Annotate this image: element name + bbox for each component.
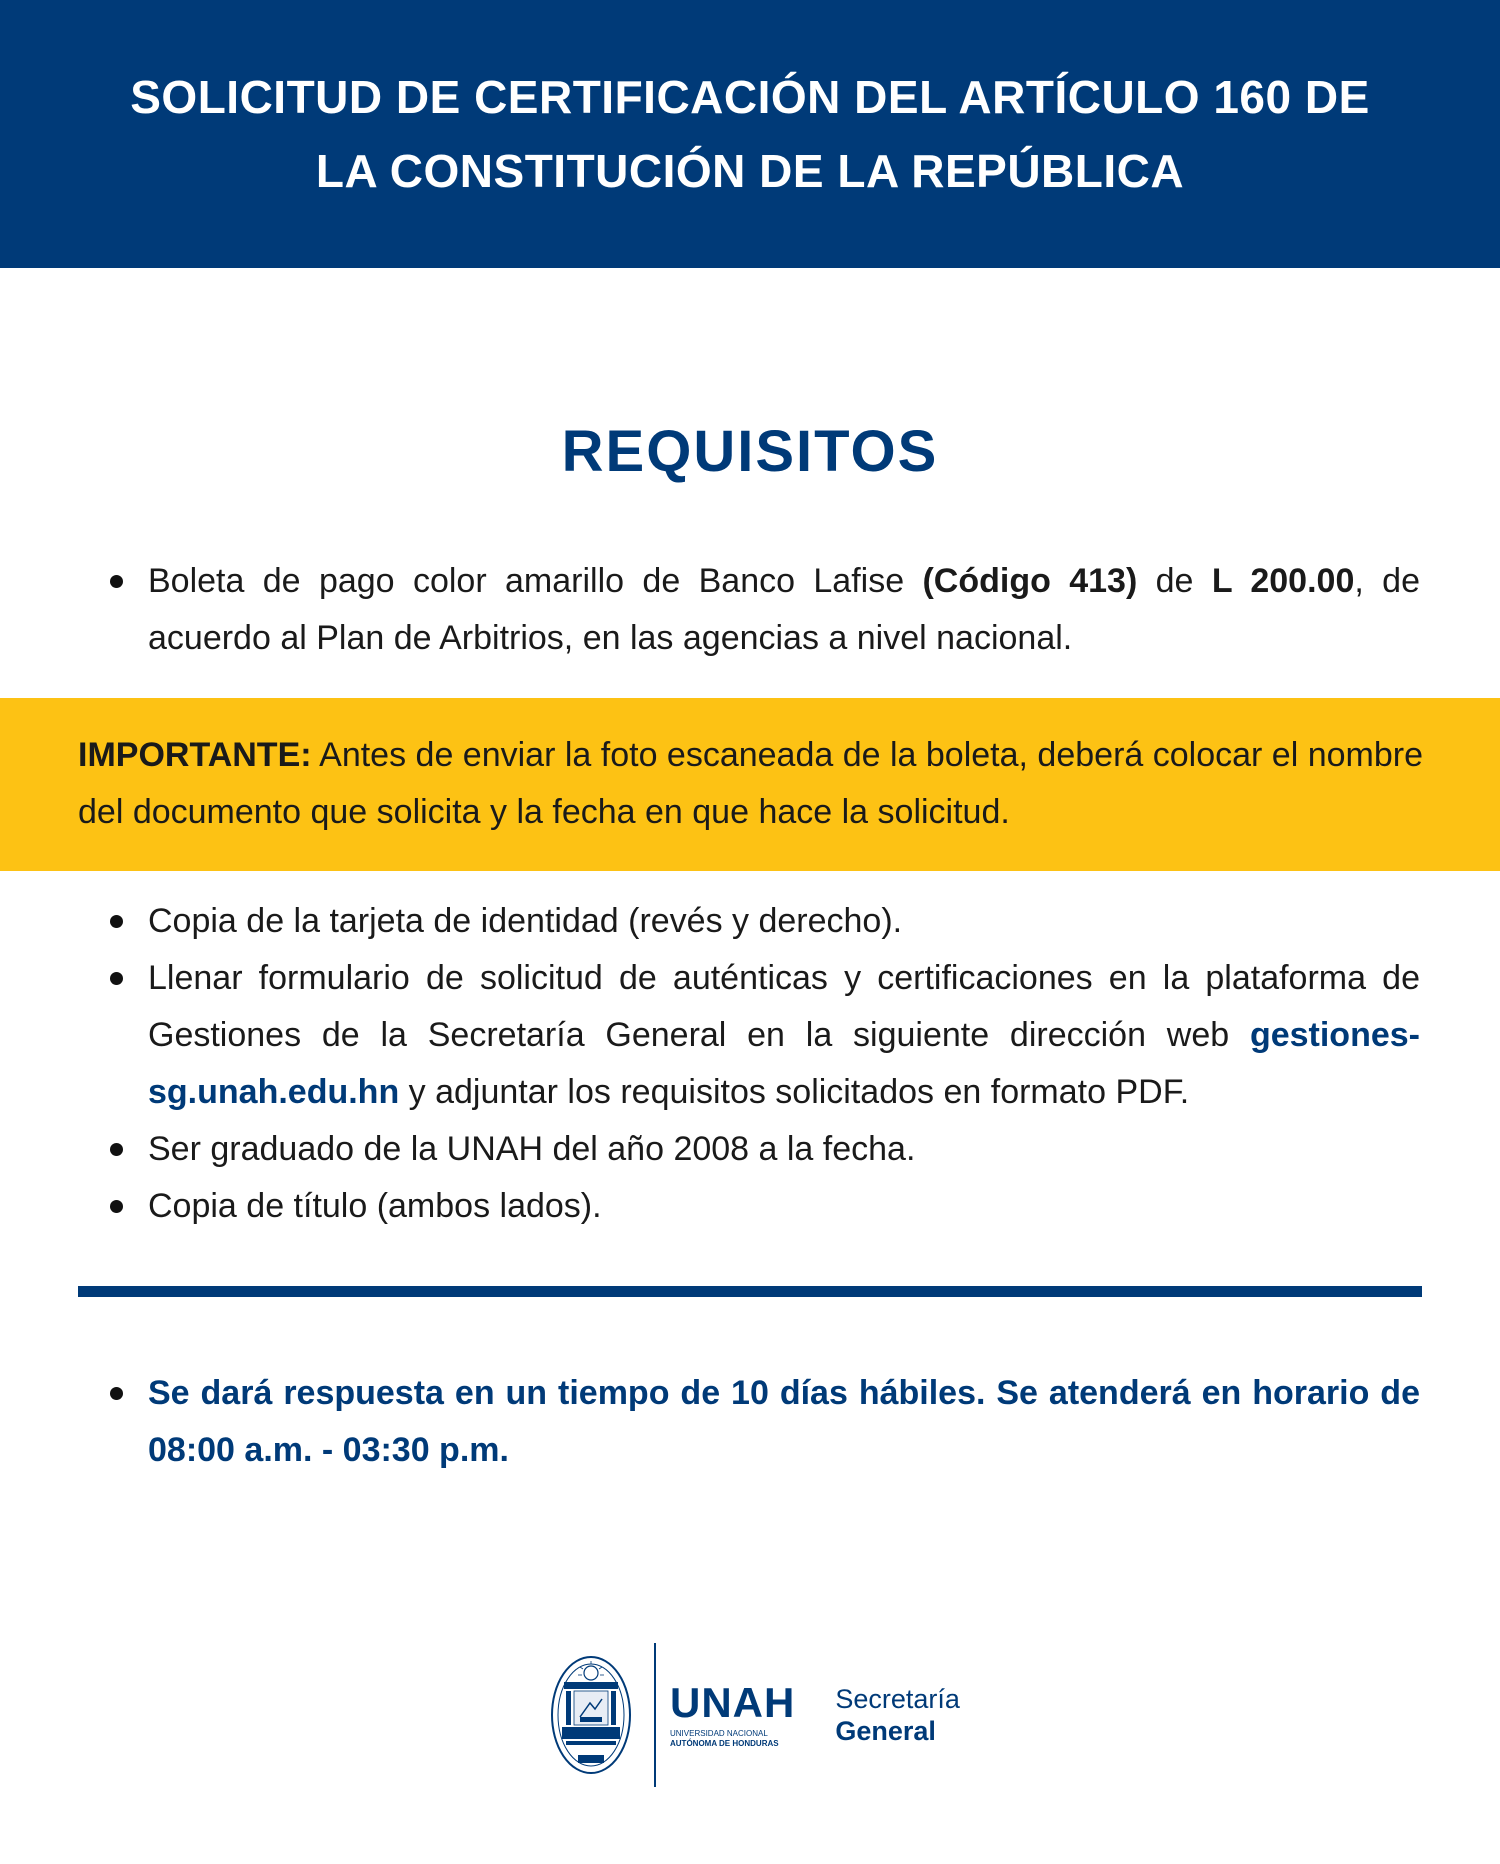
- form-text-1: Llenar formulario de solicitud de auténticas y certificaciones en la plataforma de Gestiones de la Secretaría General en la siguiente dirección web: [148, 959, 1420, 1054]
- requirements-list-top: [110, 553, 1420, 667]
- list-item-response-time: [110, 1365, 1420, 1479]
- response-note-list: [110, 1365, 1420, 1479]
- bullet-icon: [110, 1387, 123, 1400]
- title-copy-text: Copia de título (ambos lados).: [148, 1187, 602, 1225]
- important-body: Antes de enviar la foto escaneada de la boleta, deberá colocar el nombre del documento que solicita y la fecha en que hace la solicitud.: [78, 736, 1423, 831]
- list-item-title-copy: [110, 1178, 1420, 1235]
- gestiones-link[interactable]: gestiones-sg.unah.edu.hn: [148, 1016, 1420, 1111]
- list-item-graduate: [110, 1121, 1420, 1178]
- bullet-icon: [110, 1143, 123, 1156]
- list-item-id-copy: [110, 893, 1420, 950]
- unah-subtitle-1: UNIVERSIDAD NACIONAL: [670, 1729, 768, 1738]
- bullet-icon: [110, 1200, 123, 1213]
- unah-seal-icon: [550, 1655, 632, 1775]
- payment-text-1: Boleta de pago color amarillo de Banco Lafise: [148, 562, 923, 600]
- important-notice: [78, 727, 1428, 841]
- graduate-text: Ser graduado de la UNAH del año 2008 a la fecha.: [148, 1130, 916, 1168]
- payment-text-2: de: [1137, 562, 1212, 600]
- requirements-list-bottom: [110, 893, 1420, 1235]
- secretaria-general-logo: [835, 1683, 960, 1747]
- unah-wordmark: UNAH: [670, 1679, 796, 1726]
- payment-amount: L 200.00: [1211, 562, 1355, 600]
- unah-logo: [670, 1681, 795, 1749]
- footer-divider: [654, 1643, 656, 1787]
- id-copy-text: Copia de la tarjeta de identidad (revés y derecho).: [148, 902, 903, 940]
- section-divider: [78, 1286, 1422, 1297]
- list-item-payment: [110, 553, 1420, 667]
- bullet-icon: [110, 915, 123, 928]
- bullet-icon: [110, 575, 123, 588]
- unah-subtitle-2: AUTÓNOMA DE HONDURAS: [670, 1739, 779, 1748]
- sg-line-1: Secretaría: [835, 1684, 960, 1714]
- list-item-form: [110, 950, 1420, 1121]
- payment-text-3: , de acuerdo al Plan de Arbitrios, en las agencias a nivel nacional.: [148, 562, 1420, 657]
- sg-line-2: General: [835, 1716, 936, 1746]
- response-note-text: Se dará respuesta en un tiempo de 10 días hábiles. Se atenderá en horario de 08:00 a.m. - 03:30 p.m.: [148, 1374, 1420, 1469]
- form-text-2: y adjuntar los requisitos solicitados en formato PDF.: [399, 1073, 1190, 1111]
- requirements-heading: REQUISITOS: [561, 419, 939, 484]
- page-title: SOLICITUD DE CERTIFICACIÓN DEL ARTÍCULO 160 DE LA CONSTITUCIÓN DE LA REPÚBLICA: [130, 71, 1370, 197]
- header-banner: [0, 0, 1500, 268]
- payment-code: (Código 413): [922, 562, 1138, 600]
- important-label: IMPORTANTE:: [78, 736, 312, 774]
- bullet-icon: [110, 972, 123, 985]
- footer-logos: [550, 1640, 960, 1790]
